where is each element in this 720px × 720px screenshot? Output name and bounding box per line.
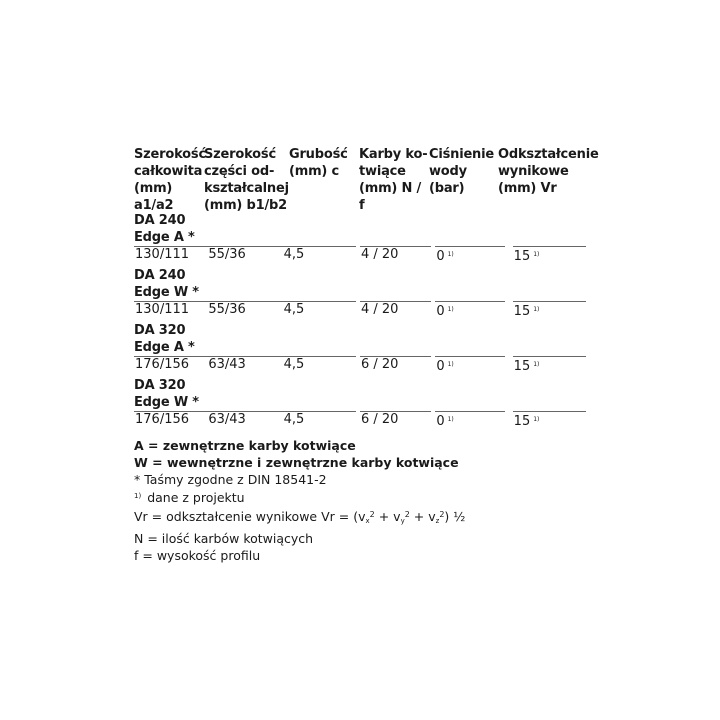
header-water-pressure: Ciśnienie wody (bar) — [429, 147, 494, 196]
note-a-definition: A = zewnętrzne karby kotwiące — [134, 438, 356, 453]
footnote-mark: 1) — [447, 251, 454, 258]
value: 0 — [436, 304, 445, 319]
product-group — [134, 268, 586, 318]
cell-anchor-ribs: 6 / 20 — [360, 356, 431, 373]
note-f-definition: f = wysokość profilu — [134, 548, 261, 563]
datasheet — [134, 146, 599, 564]
footnote-mark: 1) — [533, 416, 540, 423]
superscript-2: 2 — [439, 510, 445, 519]
cell-resultant-deformation — [513, 246, 586, 263]
cell-deformable-width: 63/43 — [207, 411, 282, 428]
note-standard: * Taśmy zgodne z DIN 18541-2 — [134, 472, 327, 487]
formula-plus: + v — [374, 509, 401, 524]
note-vr-formula — [134, 506, 586, 530]
cell-water-pressure — [435, 246, 504, 263]
header-resultant-deformation: Odkształcenie wynikowe (mm) Vr — [498, 147, 599, 196]
formula-plus: + v — [409, 509, 436, 524]
product-title: DA 240 Edge W * — [134, 268, 199, 300]
table-row — [134, 246, 586, 263]
cell-water-pressure — [435, 356, 504, 373]
cell-anchor-ribs: 4 / 20 — [360, 301, 431, 318]
note-footnote — [134, 488, 586, 506]
footnote-text: dane z projektu — [147, 490, 245, 505]
cell-total-width: 130/111 — [134, 246, 207, 263]
table-row — [134, 411, 586, 428]
cell-resultant-deformation — [513, 356, 586, 373]
footnote-mark: 1) — [533, 361, 540, 368]
cell-deformable-width: 55/36 — [207, 246, 282, 263]
value: 0 — [436, 249, 445, 264]
cell-thickness: 4,5 — [283, 246, 356, 263]
product-title: DA 320 Edge W * — [134, 378, 199, 410]
subscript-z: z — [435, 517, 440, 525]
note-n-definition: N = ilość karbów kotwiących — [134, 531, 314, 546]
product-title: DA 320 Edge A * — [134, 323, 195, 355]
cell-water-pressure — [435, 301, 504, 318]
cell-thickness: 4,5 — [283, 301, 356, 318]
note-w-definition: W = wewnętrzne i zewnętrzne karby kotwiące — [134, 455, 459, 470]
header-deformable-width: Szerokość części od- kształcalnej (mm) b1/b2 — [204, 147, 289, 213]
product-group — [134, 323, 586, 373]
value: 15 — [513, 304, 531, 319]
cell-deformable-width: 55/36 — [207, 301, 282, 318]
cell-anchor-ribs: 4 / 20 — [360, 246, 431, 263]
cell-water-pressure — [435, 411, 504, 428]
footnote-mark: 1) — [533, 251, 540, 258]
subscript-x: x — [365, 517, 370, 525]
formula-prefix: Vr = odkształcenie wynikowe Vr = (v — [134, 509, 366, 524]
cell-total-width: 176/156 — [134, 356, 207, 373]
value: 15 — [513, 359, 531, 374]
cell-deformable-width: 63/43 — [207, 356, 282, 373]
cell-thickness: 4,5 — [283, 411, 356, 428]
superscript-2: 2 — [404, 510, 410, 519]
table-row — [134, 356, 586, 373]
product-group — [134, 213, 586, 263]
cell-resultant-deformation — [513, 411, 586, 428]
header-total-width: Szerokość całkowita (mm) a1/a2 — [134, 147, 206, 213]
footnote-mark: 1) — [447, 416, 454, 423]
legend-notes — [134, 437, 586, 564]
cell-resultant-deformation — [513, 301, 586, 318]
table-header — [134, 146, 599, 214]
cell-thickness: 4,5 — [283, 356, 356, 373]
cell-total-width: 130/111 — [134, 301, 207, 318]
cell-anchor-ribs: 6 / 20 — [360, 411, 431, 428]
header-thickness: Grubość (mm) c — [289, 147, 348, 179]
formula-half: ½ — [449, 509, 466, 524]
subscript-y: y — [400, 517, 405, 525]
table-row — [134, 301, 586, 318]
footnote-mark: 1) — [134, 492, 142, 500]
footnote-mark: 1) — [533, 306, 540, 313]
value: 15 — [513, 249, 531, 264]
product-title: DA 240 Edge A * — [134, 213, 195, 245]
header-anchor-ribs: Karby ko- twiące (mm) N / f — [359, 147, 428, 213]
footnote-mark: 1) — [447, 306, 454, 313]
cell-total-width: 176/156 — [134, 411, 207, 428]
superscript-2: 2 — [369, 510, 375, 519]
footnote-mark: 1) — [447, 361, 454, 368]
formula-close: ) — [444, 509, 450, 524]
value: 15 — [513, 414, 531, 429]
value: 0 — [436, 359, 445, 374]
product-group — [134, 378, 586, 428]
value: 0 — [436, 414, 445, 429]
